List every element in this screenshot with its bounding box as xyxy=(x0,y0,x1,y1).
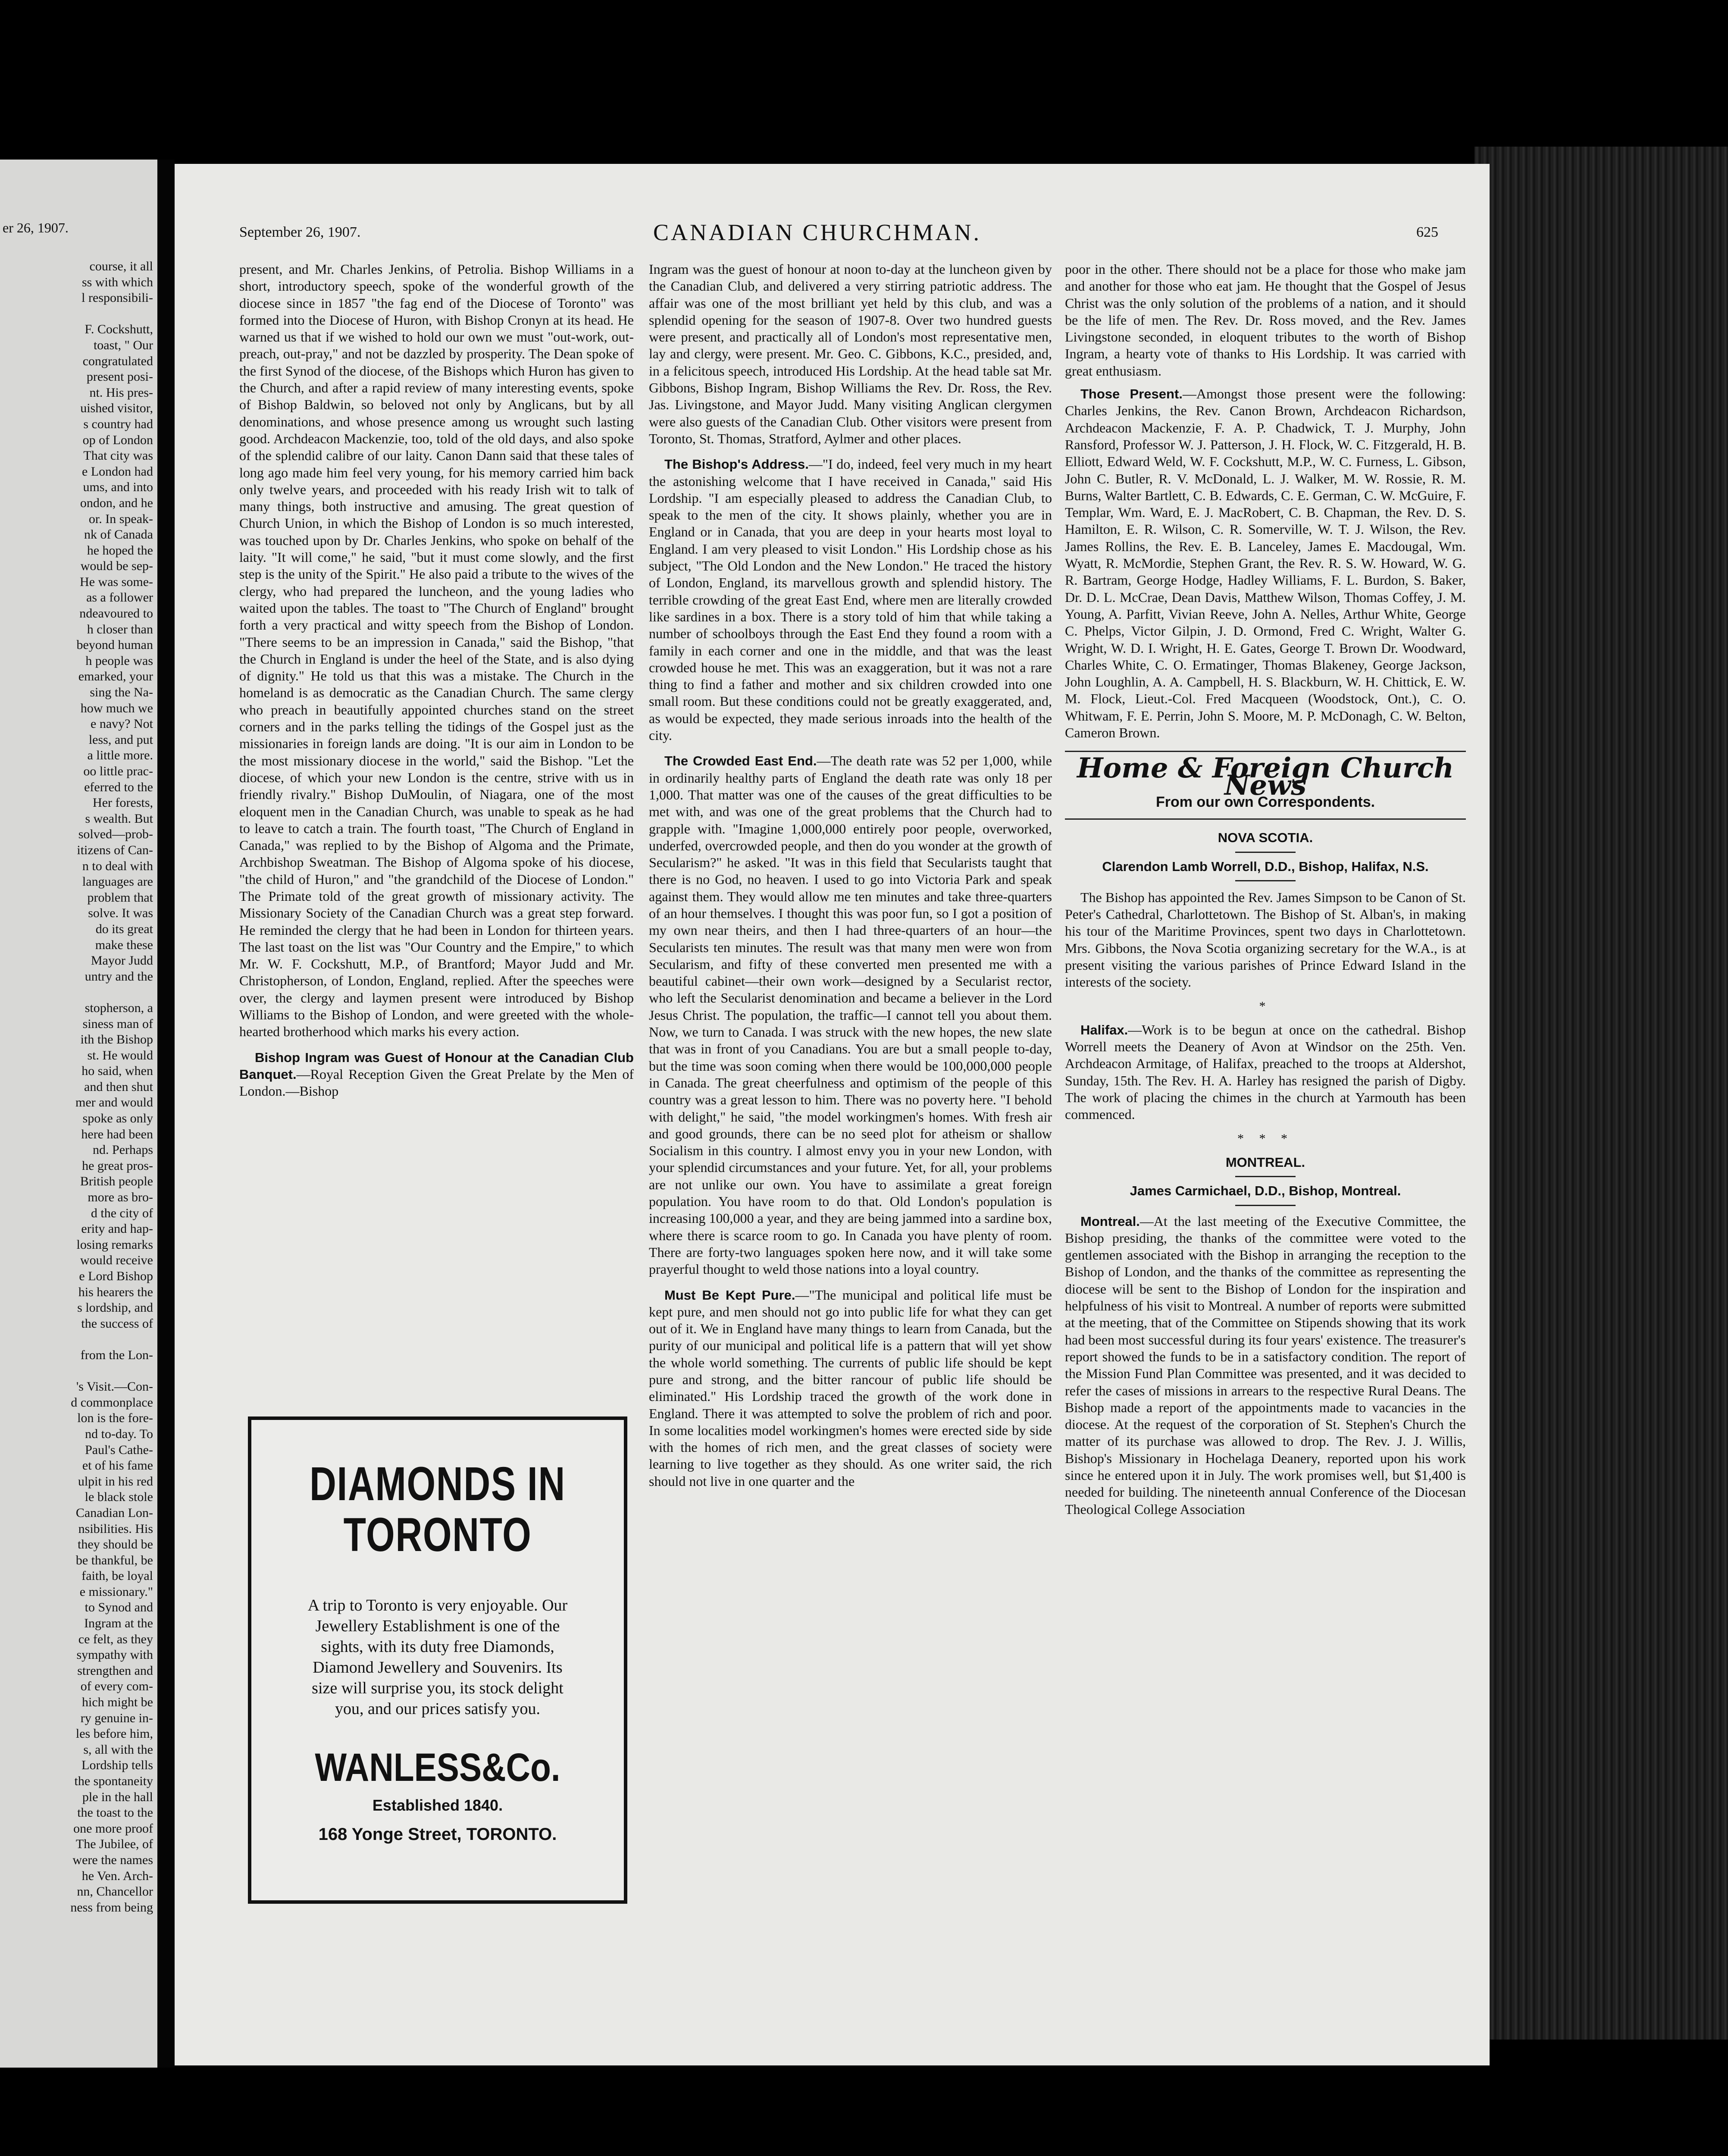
facing-page-line: ce felt, as they xyxy=(78,1632,153,1646)
facing-page-line: solved—prob- xyxy=(78,827,153,842)
article-paragraph xyxy=(649,752,1052,1278)
facing-page-line: nk of Canada xyxy=(84,527,153,542)
facing-page-header: er 26, 1907. xyxy=(3,220,69,235)
facing-page-line: would be sep- xyxy=(80,559,153,573)
newspaper-page xyxy=(175,164,1490,2065)
facing-page-line: the spontaneity xyxy=(74,1774,153,1788)
article-paragraph xyxy=(239,1049,634,1100)
divider xyxy=(1235,880,1296,881)
facing-page-line xyxy=(0,1332,153,1348)
facing-page-line: to Synod and xyxy=(85,1600,153,1615)
facing-page-line: ums, and into xyxy=(83,480,153,495)
facing-page-line: stopherson, a xyxy=(85,1000,153,1015)
facing-page-line: et of his fame xyxy=(82,1458,153,1473)
ad-headline: DIAMONDS IN TORONTO xyxy=(310,1457,566,1561)
facing-page-line: be thankful, be xyxy=(75,1553,153,1567)
facing-page-line: ndeavoured to xyxy=(79,606,153,621)
diocese-heading: NOVA SCOTIA. xyxy=(1218,830,1313,846)
wanless-advertisement xyxy=(248,1416,627,1904)
ad-established: Established 1840. xyxy=(372,1796,503,1814)
facing-page-line: strengthen and xyxy=(77,1663,153,1678)
facing-page-line: erity and hap- xyxy=(81,1222,153,1236)
facing-page-line: the toast to the xyxy=(77,1805,153,1820)
facing-page-line: h closer than xyxy=(87,622,153,636)
facing-page-line: languages are xyxy=(82,874,153,889)
paragraph: poor in the other. There should not be a place for those who make jam and another for those who eat jam. He thought that the Gospel of Jesus Christ was the only solution of the problems of a nation, and it should be the life of men. The Rev. Dr. Ross moved, and the Rev. James Livingstone seconded, in eloquent tributes to the worth of Bishop Ingram, a hearty vote of thanks to His Lordship. It was carried with great enthusiasm. xyxy=(1065,261,1466,379)
facing-page-line: les before him, xyxy=(75,1727,153,1741)
facing-page-line: hich might be xyxy=(82,1695,153,1710)
facing-page-line: e missionary." xyxy=(79,1584,153,1599)
section-heading: Must Be Kept Pure. xyxy=(664,1287,795,1303)
facing-page-line: siness man of xyxy=(82,1016,153,1031)
facing-page-line: s wealth. But xyxy=(85,811,153,826)
facing-page-line: he great pros- xyxy=(82,1158,153,1173)
facing-page-fragment xyxy=(0,160,157,2068)
facing-page-line: eferred to the xyxy=(84,780,153,794)
facing-page-line: sing the Na- xyxy=(90,685,153,700)
facing-page-line: Ingram at the xyxy=(84,1616,153,1631)
ad-address: 168 Yonge Street, TORONTO. xyxy=(318,1825,557,1844)
facing-page-line: 's Visit.—Con- xyxy=(76,1379,153,1394)
masthead-title: CANADIAN CHURCHMAN. xyxy=(653,219,982,245)
facing-page-line: e Lord Bishop xyxy=(79,1269,153,1283)
paragraph-text: —At the last meeting of the Executive Committee, the Bishop presiding, the thanks of the committee were voted to the gentlemen associated with the Bishop in arranging the reception to the Bishop of London, and the thanks of the committee as representing the diocese will be sent to the Bishop of London for the inspiration and helpfulness of his visit to Montreal. A number of reports were submitted at the meeting, that of the Committee on Stipends showing that its work had been most successful during its four years' existence. The treasurer's report showed the funds to be in a satisfactory condition. The report of the Mission Fund Plan Committee was presented, and it was decided to refer the cases of missions in arrears to the respective Rural Deans. The Bishop made a report of the appointments made to vacancies in the diocese. At the request of the corporation of St. Stephen's Church the matter of its purchase was allowed to drop. The Rev. J. J. Willis, Bishop's Missionary in Hochelaga Deanery, reported upon his work since he entered upon it in July. The work promises well, but $1,400 is needed for building. The nineteenth annual Conference of the Diocesan Theological College Association xyxy=(1065,1213,1466,1517)
facing-page-line: as a follower xyxy=(86,590,153,605)
facing-page-line: a little more. xyxy=(87,748,153,763)
article-paragraph xyxy=(649,1287,1052,1490)
facing-page-line: Paul's Cathe- xyxy=(85,1442,153,1457)
book-edge xyxy=(1474,147,1728,2040)
facing-page-line: of every com- xyxy=(80,1679,153,1694)
facing-page-line: ness from being xyxy=(70,1900,153,1915)
paragraph-text: —"The municipal and political life must be kept pure, and men should not go into public life for what they can get out of it. We in England have many things to learn from Canada, but the purity of our municipal and political life is a pattern that will yet show the whole world something. The currents of public life should be kept pure and strong, and the bitter rancour of public life should be eliminated." His Lordship traced the growth of the work done in England. There it was attempted to solve the problem of rich and poor. In some localities model workingmen's homes were erected side by side with the homes of rich men, and the great classes of society were learning to live together as they should. As one writer said, the rich should not live in one quarter and the xyxy=(649,1287,1052,1489)
facing-page-line: ho said, when xyxy=(81,1064,153,1078)
facing-page-line: here had been xyxy=(81,1127,153,1141)
facing-page-line: s lordship, and xyxy=(77,1300,153,1315)
section-separator: * xyxy=(1259,999,1272,1013)
bishop-line: James Carmichael, D.D., Bishop, Montreal. xyxy=(1130,1183,1401,1199)
facing-page-line: beyond human xyxy=(76,638,153,652)
article-paragraph xyxy=(1065,1213,1466,1518)
facing-page-line: oo little prac- xyxy=(83,764,153,778)
facing-page-line: mer and would xyxy=(75,1095,153,1110)
paragraph-text: —"I do, indeed, feel very much in my heart the astonishing welcome that I have received in Canada," said His Lordship. "I am especially pleased to address the Canadian Club, to speak to the men of the city. It shows plainly, whether you are in England or in Canada, that you are deep in your hearts most loyal to England. I am very pleased to visit London." His Lordship chose as his subject, "The Old London and the New London." He traced the history of London, England, its marvellous growth and splendid history. The terrible crowding of the great East End, where men are literally crowded like sardines in a box. There is a story told of him that while taking a number of schoolboys through the East End they found a room with a family in each corner and one in the middle, and that was the least crowded house he met. This was an exaggeration, but it was not a rare thing to find a father and mother and six children crowded into one small room. But these conditions could not be greatly exaggerated, and, as would be expected, they made serious inroads into the health of the city. xyxy=(649,456,1052,743)
section-heading: The Bishop's Address. xyxy=(664,457,809,472)
facing-page-line xyxy=(0,306,153,322)
facing-page-line: le black stole xyxy=(85,1490,153,1504)
facing-page-line: Lordship tells xyxy=(81,1758,153,1773)
facing-page-line: nd. Perhaps xyxy=(93,1143,153,1157)
divider xyxy=(1065,818,1466,820)
facing-page-line: l responsibili- xyxy=(81,291,153,305)
facing-page-line xyxy=(0,1363,153,1379)
paragraph-text: —The death rate was 52 per 1,000, while in ordinarily healthy parts of England the death rate was only 18 per 1,000. That matter was one of the causes of the great difficulties to be met with, and was one of the great problems that the Church had to grapple with. "Imagine 1,000,000 entirely poor people, overworked, underfed, overcrowded people, and then do you wonder at the growth of Secularism?" he asked. "It was in this field that Secularists taught that there is no God, no heaven. I used to go into Victoria Park and speak against them. They would allow me ten minutes and take three-quarters of an hour themselves. I thought this was poor fun, so I got a position of my own near theirs, and then I had three-quarters of an hour—the Secularists ten minutes. The result was that many men were won from Secularism, and fifty of these converted men presented me with a beautiful cabinet—their own work—designed by a Secularist rector, who left the Secularist denomination and became a believer in the Lord Jesus Christ. The population, the traffic—I cannot tell you about them. Now, we turn to Canada. I was struck with the new hopes, the new slate that was in front of you Canadians. You are but a small people to-day, but the time was soon coming when there would be 100,000,000 people in Canada. The great cheerfulness and optimism of the people of this country was a great lesson to him. There was no poverty here. "I behold with delight," he said, "the model workingmen's homes. With fresh air and good grounds, there can be no seed plot for atheism or shallow Socialism in this country. I almost envy you in your new London, with your splendid circumstances and your future. Yet, for all, your problems are not unlike our own. You have to assimilate a great foreign population. You have room to do that. Old London's population is increasing 100,000 a year, and they are being jammed into a sardine box, where there is scarce room to go. In Canada you have plenty of room. There are forty-two languages spoken here now, and it will take some prayerful thought to weld those nations into a loyal country. xyxy=(649,753,1052,1277)
facing-page-line: Mayor Judd xyxy=(91,953,153,968)
banner-subtitle: From our own Correspondents. xyxy=(1155,793,1375,810)
bishop-line: Clarendon Lamb Worrell, D.D., Bishop, Halifax, N.S. xyxy=(1102,859,1429,874)
facing-page-line: more as bro- xyxy=(88,1190,153,1205)
section-heading: The Crowded East End. xyxy=(664,753,817,769)
facing-page-line: toast, " Our xyxy=(93,338,153,352)
facing-page-line: the success of xyxy=(81,1316,153,1331)
facing-page-line: congratulated xyxy=(82,354,153,368)
facing-page-line: British people xyxy=(80,1174,153,1189)
facing-page-line: from the Lon- xyxy=(80,1348,153,1362)
facing-page-line: problem that xyxy=(87,890,153,905)
facing-page-line: solve. It was xyxy=(88,906,153,921)
facing-page-line: how much we xyxy=(80,701,153,715)
section-heading: Halifax. xyxy=(1080,1022,1128,1037)
facing-page-line: one more proof xyxy=(73,1821,153,1836)
paragraph: present, and Mr. Charles Jenkins, of Petrolia. Bishop Williams in a short, introductory speech, spoke of the wonderful growth of the diocese since in 1857 "the fag end of the Diocese of Toronto" was formed into the Diocese of Huron, with Bishop Cronyn at its head. He warned us that if we wished to hold our own we must "out-work, out-preach, out-pray," and not be dazzled by prosperity. The Dean spoke of the first Synod of the diocese, of the Bishops which Huron has given to the Church, and after a rapid review of many interesting events, spoke of Bishop Baldwin, so beloved not only by Anglicans, but by all denominations, and whose presence among us wrought such lasting good. Archdeacon Mackenzie, too, told of the old days, and also spoke of the splendid calibre of our laity. Canon Dann said that these tales of long ago made him feel very young, for his memory carried him back only twelve years, and proceeded with his ready Irish wit to talk of many things, both instructive and amusing. The great question of Church Union, in which the Bishop of London is so much interested, was touched upon by Dr. Charles Jenkins, who spoke on behalf of the laity. "It will come," he said, "but it must come slowly, and the first step is the unity of the Spirit." He also paid a tribute to the wives of the clergy, who had prepared the luncheon, and the young ladies who waited upon the tables. The toast to "The Church of England" brought forth a very practical and witty speech from the Bishop of London. "There seems to be an impression in Canada," said the Bishop, "that the Church in England is under the heel of the State, and is also dying of dignity." He told us that this was a mistake. The Church in the homeland is as democratic as the Canadian Church. The same clergy who preach in beautifully appointed churches stand on the street corners and in the parks telling the tidings of the Gospel just as the missionaries in foreign lands are doing. "It is our aim in London to be the most missionary diocese in the world," said the Bishop. "Let the diocese, of which your new London is the centre, strive with us in friendly rivalry." Bishop DuMoulin, of Niagara, one of the most eloquent men in the Canadian Church, was unable to speak as he had to leave to catch a train. The fourth toast, "The Church of England in Canada," was replied to by the Bishop of Algoma and the Primate, Archbishop Sweatman. The Bishop of Algoma spoke of his diocese, "the child of Huron," and "the grandchild of the Diocese of London." The Primate told of the great growth of missionary activity. The Missionary Society of the Canadian Church was a great step forward. He reminded the clergy that he had been in London for thirteen years. The last toast on the list was "Our Country and the Empire," to which Mr. W. F. Cockshutt, M.P., of Brantford; Mayor Judd and Mr. Christopherson, of London, England, replied. After the speeches were over, the clergy and laymen present were introduced by Bishop Williams to the Bishop of London, and were greeted with the whole-hearted brotherhood which marks his every action. xyxy=(239,261,634,1040)
facing-page-line: itizens of Can- xyxy=(77,843,153,857)
facing-page-line: The Jubilee, of xyxy=(75,1837,153,1852)
facing-page-line: ple in the hall xyxy=(82,1789,153,1804)
column-3 xyxy=(1065,261,1466,1518)
facing-page-line: d commonplace xyxy=(71,1395,153,1410)
divider xyxy=(1235,852,1296,853)
facing-page-line: h people was xyxy=(85,653,153,668)
facing-page-line: nn, Chancellor xyxy=(77,1884,153,1899)
facing-page-line: ulpit in his red xyxy=(78,1474,153,1489)
paragraph: Ingram was the guest of honour at noon to-day at the luncheon given by the Canadian Club, and delivered a very stirring patriotic address. The affair was one of the most brilliant yet held by this club, and was a splendid opening for the season of 1907-8. Over two hundred guests were present, and practically all of London's most representative men, lay and clergy, were present. Mr. Geo. C. Gibbons, K.C., presided, and, in a felicitous speech, introduced His Lordship. At the head table sat Mr. Gibbons, Bishop Ingram, Bishop Williams the Rev. Dr. Ross, the Rev. Jas. Livingstone, and Mayor Judd. Many visiting Anglican clergymen were also guests of the Canadian Club. Other visitors were present from Toronto, St. Thomas, Stratford, Aylmer and other places. xyxy=(649,261,1052,446)
facing-page-line: uished visitor, xyxy=(80,401,153,416)
paragraph-text: —Amongst those present were the following: Charles Jenkins, the Rev. Canon Brown, Archdeacon Richardson, Archdeacon Mackenzie, F. A. P. Chadwick, T. J. Murphy, John Ransford, Professor W. J. Patterson, J. H. Flock, W. C. Fitzgerald, H. B. Elliott, Edward Weld, W. F. Cockshutt, M.P., W. C. Furness, L. Gibson, John C. Butler, R. V. McDonald, L. J. Walker, M. W. Rossie, R. M. Burns, Walter Bartlett, C. B. Edwards, C. E. German, C. W. McGuire, F. Templar, Wm. Ward, E. J. MacRobert, C. B. Chapman, the Rev. D. S. Hamilton, E. R. Wilson, C. R. Somerville, W. T. J. Wilson, the Rev. James Rollins, the Rev. E. B. Lanceley, James E. Macdougal, Wm. Wyatt, R. McMordie, Stephen Grant, the Rev. R. S. W. Howard, W. G. R. Bartram, George Hodge, Hadley Williams, F. L. Burdon, S. Baker, Dr. D. L. McCrae, Dean Davis, Matthew Wilson, Thomas Coffey, J. M. Young, A. Parfitt, Vivian Reeve, John A. Nelles, Arthur White, George C. Phelps, Victor Gilpin, J. D. Ormond, Fred C. Wright, Walter G. Wright, W. D. I. Wright, H. E. Gates, George T. Brown Dr. Woodward, Charles White, C. O. Ermatinger, Thomas Blakeney, George Jackson, John Loughlin, A. A. Campbell, H. S. Blackburn, W. H. Chittick, E. W. M. Flock, Lieut.-Col. Fred Macqueen (Woodstock, Ont.), C. O. Whitwam, F. E. Perrin, John S. Moore, M. P. McDonagh, C. W. Belton, Cameron Brown. xyxy=(1065,386,1466,741)
facing-page-line: e navy? Not xyxy=(91,717,153,731)
facing-page-line: ss with which xyxy=(82,275,153,289)
facing-page-line: s country had xyxy=(83,417,153,431)
ad-company: WANLESS&Co. xyxy=(315,1745,560,1789)
page-number: 625 xyxy=(1416,224,1438,240)
divider xyxy=(1235,1176,1296,1177)
facing-page-line: nt. His pres- xyxy=(89,385,153,400)
column-1 xyxy=(239,261,634,1100)
divider xyxy=(1235,1205,1296,1206)
section-heading: Bishop Ingram was Guest of Honour at the Canadian Club Banquet. xyxy=(239,1050,634,1082)
facing-page-line: they should be xyxy=(78,1537,153,1552)
article-paragraph xyxy=(1065,385,1466,741)
facing-page-line: Her forests, xyxy=(93,796,153,810)
facing-page-line: ry genuine in- xyxy=(80,1711,153,1725)
page-date: September 26, 1907. xyxy=(239,224,361,240)
article-paragraph xyxy=(649,456,1052,744)
ad-body: A trip to Toronto is very enjoyable. Our Jewellery Establishment is one of the sights, with its duty free Diamonds, Diamond Jewellery and Souvenirs. Its size will surprise you, its stock delight you, and our prices satisfy you. xyxy=(307,1596,568,1718)
facing-page-line: Canadian Lon- xyxy=(75,1505,153,1520)
facing-page-line: He was some- xyxy=(80,574,153,589)
facing-page-line: make these xyxy=(95,937,153,952)
section-heading: Montreal. xyxy=(1080,1213,1140,1229)
facing-page-line: emarked, your xyxy=(78,669,153,684)
facing-page-line: course, it all xyxy=(89,259,153,273)
facing-page-line: present posi- xyxy=(86,370,153,384)
facing-page-line: n to deal with xyxy=(82,859,153,873)
section-banner: Home & Foreign Church News xyxy=(1077,752,1454,802)
facing-page-line: do its great xyxy=(95,921,153,936)
facing-page-line: ondon, and he xyxy=(80,495,153,510)
paragraph-text: —Work is to be begun at once on the cathedral. Bishop Worrell meets the Deanery of Avon at Windsor on the 25th. Ven. Archdeacon Armitage, of Halifax, preached to the troops at Aldershot, Sunday, 15th. The Rev. H. A. Harley has resigned the parish of Digby. The work of placing the chimes in the church at Yarmouth has been commenced. xyxy=(1065,1022,1466,1122)
facing-page-text xyxy=(0,259,153,1915)
facing-page-line: nsibilities. His xyxy=(78,1521,153,1536)
facing-page-line xyxy=(0,984,153,1000)
paragraph: The Bishop has appointed the Rev. James Simpson to be Canon of St. Peter's Cathedral, Charlottetown. The Bishop of St. Alban's, in making his tour of the Maritime Provinces, spent two days in Charlottetown. Mrs. Gibbons, the Nova Scotia organizing secretary for the W.A., is at present visiting the various parishes of Prince Edward Island in the interests of the society. xyxy=(1065,889,1466,990)
facing-page-line: e London had xyxy=(82,464,153,479)
column-2 xyxy=(649,261,1052,1490)
facing-page-line: spoke as only xyxy=(82,1111,153,1126)
page-gutter xyxy=(157,160,175,2068)
facing-page-line: he Ven. Arch- xyxy=(81,1868,153,1883)
facing-page-line: ith the Bishop xyxy=(80,1032,153,1047)
facing-page-line: or. In speak- xyxy=(88,511,153,526)
facing-page-line: were the names xyxy=(72,1852,153,1867)
facing-page-line: op of London xyxy=(82,432,153,447)
facing-page-line: lon is the fore- xyxy=(77,1411,153,1426)
facing-page-line: he hoped the xyxy=(87,543,153,558)
facing-page-line: less, and put xyxy=(88,732,153,747)
paragraph-text: —Royal Reception Given the Great Prelate by the Men of London.—Bishop xyxy=(239,1066,634,1099)
facing-page-line: untry and the xyxy=(85,969,153,984)
facing-page-line: faith, be loyal xyxy=(81,1569,153,1583)
section-separator: * * * xyxy=(1237,1131,1293,1146)
facing-page-line: s, all with the xyxy=(83,1742,153,1757)
facing-page-line: losing remarks xyxy=(76,1237,153,1252)
facing-page-line: and then shut xyxy=(84,1079,153,1094)
facing-page-line: st. He would xyxy=(87,1048,153,1062)
facing-page-line: his hearers the xyxy=(78,1285,153,1299)
section-heading: Those Present. xyxy=(1080,386,1183,402)
facing-page-line: would receive xyxy=(80,1253,153,1268)
article-paragraph xyxy=(1065,1022,1466,1123)
facing-page-line: nd to-day. To xyxy=(85,1426,153,1441)
facing-page-line: sympathy with xyxy=(76,1648,153,1662)
facing-page-line: F. Cockshutt, xyxy=(85,322,153,337)
facing-page-line: That city was xyxy=(83,448,153,463)
diocese-heading: MONTREAL. xyxy=(1225,1154,1305,1170)
facing-page-line: d the city of xyxy=(91,1206,153,1220)
